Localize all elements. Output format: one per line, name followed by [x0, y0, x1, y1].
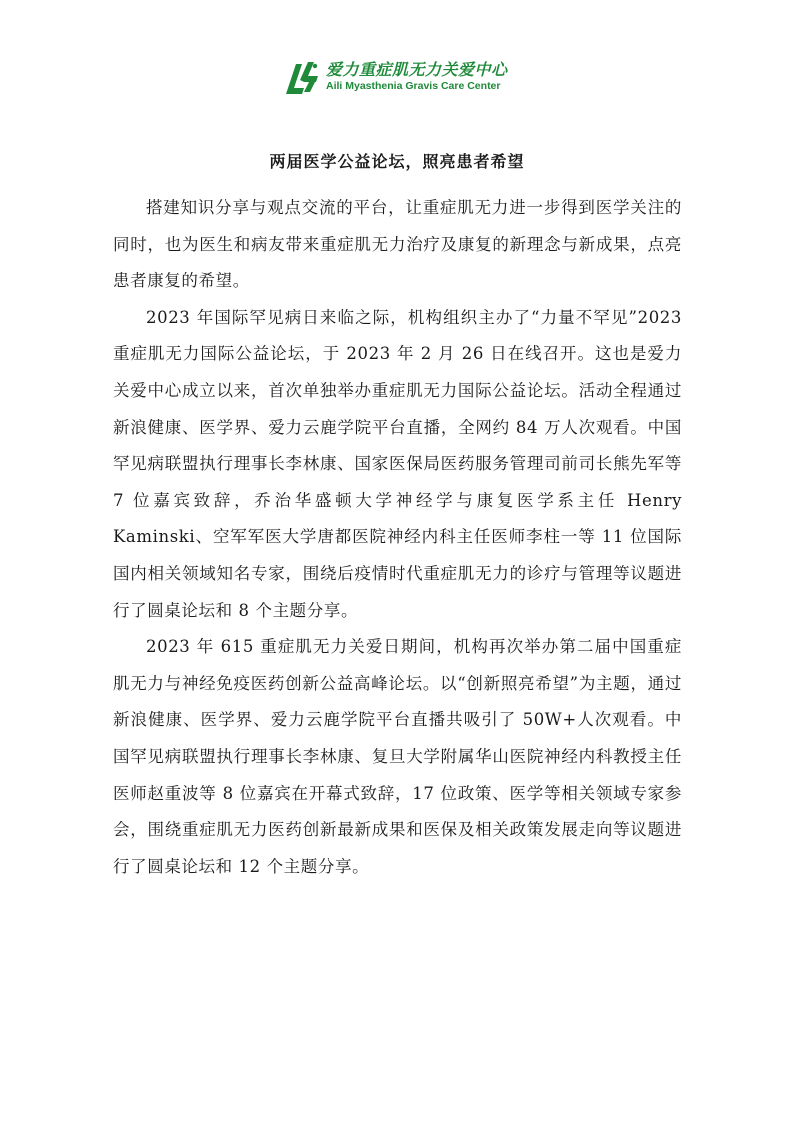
document-title: 两届医学公益论坛，照亮患者希望 [269, 152, 525, 171]
paragraph-intro: 搭建知识分享与观点交流的平台，让重症肌无力进一步得到医学关注的同时，也为医生和病友带来重症肌无力治疗及康复的新理念与新成果，点亮患者康复的希望。 [113, 198, 682, 291]
page-header [0, 58, 794, 98]
paragraph-615-care-day-forum: 2023 年 615 重症肌无力关爱日期间，机构再次举办第二届中国重症肌无力与神经免疫医药创新公益高峰论坛。以“创新照亮希望”为主题，通过新浪健康、医学界、爱力云鹿学院平台直播共吸引了 50W+人次观看。中国罕见病联盟执行理事长李林康、复旦大学附属华山医院神经内科教授主任医师赵重波等 8 位嘉宾在开幕式致辞，17 位政策、医学等相关领域专家参会，围绕重症肌无力医药创新最新成果和医保及相关政策发展走向等议题进行了圆桌论坛和 12 个主题分享。 [113, 637, 682, 876]
logo-text [326, 60, 508, 93]
paragraph-rare-disease-day-forum: 2023 年国际罕见病日来临之际，机构组织主办了“力量不罕见”2023 重症肌无力国际公益论坛，于 2023 年 2 月 26 日在线召开。这也是爱力关爱中心成立以来，首次单独举办重症肌无力国际公益论坛。活动全程通过新浪健康、医学界、爱力云鹿学院平台直播，全网约 84 万人次观看。中国罕见病联盟执行理事长李林康、国家医保局医药服务管理司前司长熊先军等 7 位嘉宾致辞，乔治华盛顿大学神经学与康复医学系主任 Henry Kaminski、空军军医大学唐都医院神经内科主任医师李柱一等 11 位国际国内相关领域知名专家，围绕后疫情时代重症肌无力的诊疗与管理等议题进行了圆桌论坛和 8 个主题分享。 [113, 307, 682, 620]
aili-logo-icon [282, 58, 322, 98]
logo-chinese-name: 爱力重症肌无力关爱中心 [326, 60, 508, 79]
logo-english-name: Aili Myasthenia Gravis Care Center [326, 80, 501, 92]
document-body [113, 190, 682, 885]
